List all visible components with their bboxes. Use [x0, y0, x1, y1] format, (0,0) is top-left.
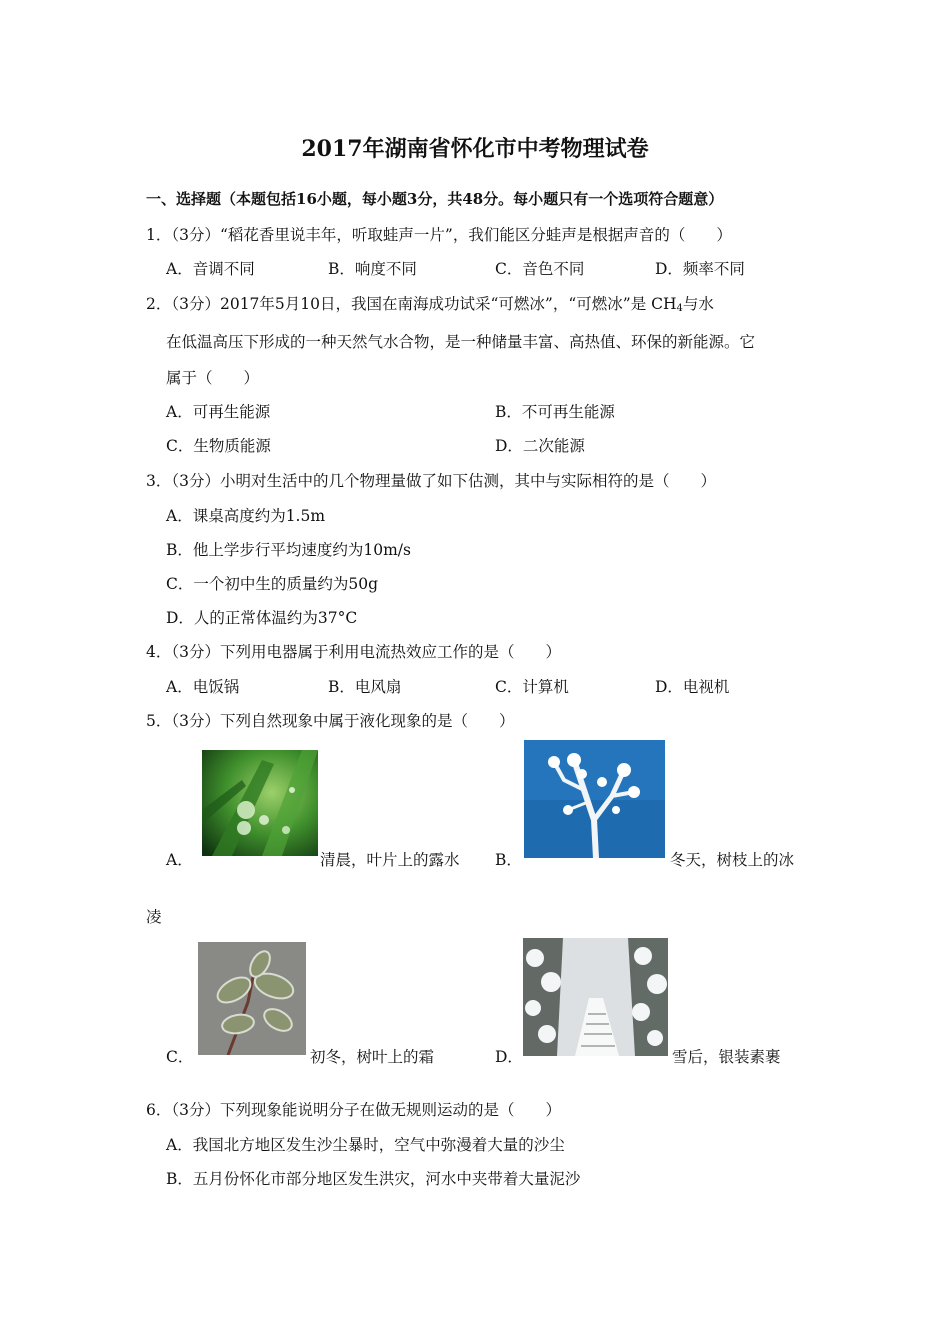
q6-option-a: A．我国北方地区发生沙尘暴时，空气中弥漫着大量的沙尘	[166, 1136, 565, 1154]
q4-option-c: C．计算机	[495, 678, 569, 696]
rime-branch-image	[524, 740, 665, 858]
q2-subscript: 4	[676, 303, 683, 314]
q1-option-d: D．频率不同	[655, 260, 745, 278]
q5-option-b-caption-wrap: 凌	[146, 908, 162, 926]
frost-leaves-image	[198, 942, 306, 1055]
question-2-stem-line3: 属于（ ）	[166, 369, 260, 387]
q6-option-b: B．五月份怀化市部分地区发生洪灾，河水中夹带着大量泥沙	[166, 1170, 581, 1188]
section-heading: 一、选择题（本题包括16小题，每小题3分，共48分。每小题只有一个选项符合题意）	[146, 190, 724, 208]
q2-line1-part2: 与水	[682, 295, 714, 313]
q5-option-d-letter: D．	[495, 1048, 523, 1066]
question-5-stem: 5．（3分）下列自然现象中属于液化现象的是（ ）	[146, 712, 515, 730]
q4-option-a: A．电饭锅	[166, 678, 240, 696]
q5-option-a-letter: A．	[166, 851, 193, 869]
q3-option-b: B．他上学步行平均速度约为10m/s	[166, 541, 411, 559]
q5-option-b-caption: 冬天，树枝上的冰	[670, 851, 795, 869]
question-6-stem: 6．（3分）下列现象能说明分子在做无规则运动的是（ ）	[146, 1101, 561, 1119]
q2-option-b: B．不可再生能源	[495, 403, 615, 421]
q5-option-c-caption: 初冬，树叶上的霜	[310, 1048, 435, 1066]
dew-leaf-image	[202, 750, 318, 856]
question-3-stem: 3．（3分）小明对生活中的几个物理量做了如下估测，其中与实际相符的是（ ）	[146, 472, 716, 490]
q3-option-a: A．课桌高度约为1.5m	[166, 507, 326, 525]
q5-option-c-letter: C．	[166, 1048, 194, 1066]
q2-option-a: A．可再生能源	[166, 403, 271, 421]
q1-option-b: B．响度不同	[328, 260, 417, 278]
snow-scene-image	[523, 938, 668, 1056]
question-1-stem: 1．（3分）“稻花香里说丰年，听取蛙声一片”，我们能区分蛙声是根据声音的（ ）	[146, 226, 732, 244]
q2-line1-part1: 2．（3分）2017年5月10日，我国在南海成功试采“可燃冰”，“可燃冰”是 CH	[146, 295, 677, 313]
q2-option-d: D．二次能源	[495, 437, 585, 455]
q5-option-b-letter: B．	[495, 851, 522, 869]
q5-option-d-caption: 雪后，银装素裹	[672, 1048, 781, 1066]
q1-option-c: C．音色不同	[495, 260, 585, 278]
page-title: 2017年湖南省怀化市中考物理试卷	[301, 136, 649, 162]
q1-option-a: A．音调不同	[166, 260, 255, 278]
q3-option-d: D．人的正常体温约为37°C	[166, 609, 358, 627]
q4-option-b: B．电风扇	[328, 678, 402, 696]
q5-option-a-caption: 清晨，叶片上的露水	[320, 851, 460, 869]
question-2-stem-line2: 在低温高压下形成的一种天然气水合物，是一种储量丰富、高热值、环保的新能源。它	[166, 333, 756, 351]
q3-option-c: C．一个初中生的质量约为50g	[166, 575, 379, 593]
question-4-stem: 4．（3分）下列用电器属于利用电流热效应工作的是（ ）	[146, 643, 561, 661]
q2-option-c: C．生物质能源	[166, 437, 271, 455]
question-2-stem-line1	[146, 292, 714, 314]
q4-option-d: D．电视机	[655, 678, 730, 696]
